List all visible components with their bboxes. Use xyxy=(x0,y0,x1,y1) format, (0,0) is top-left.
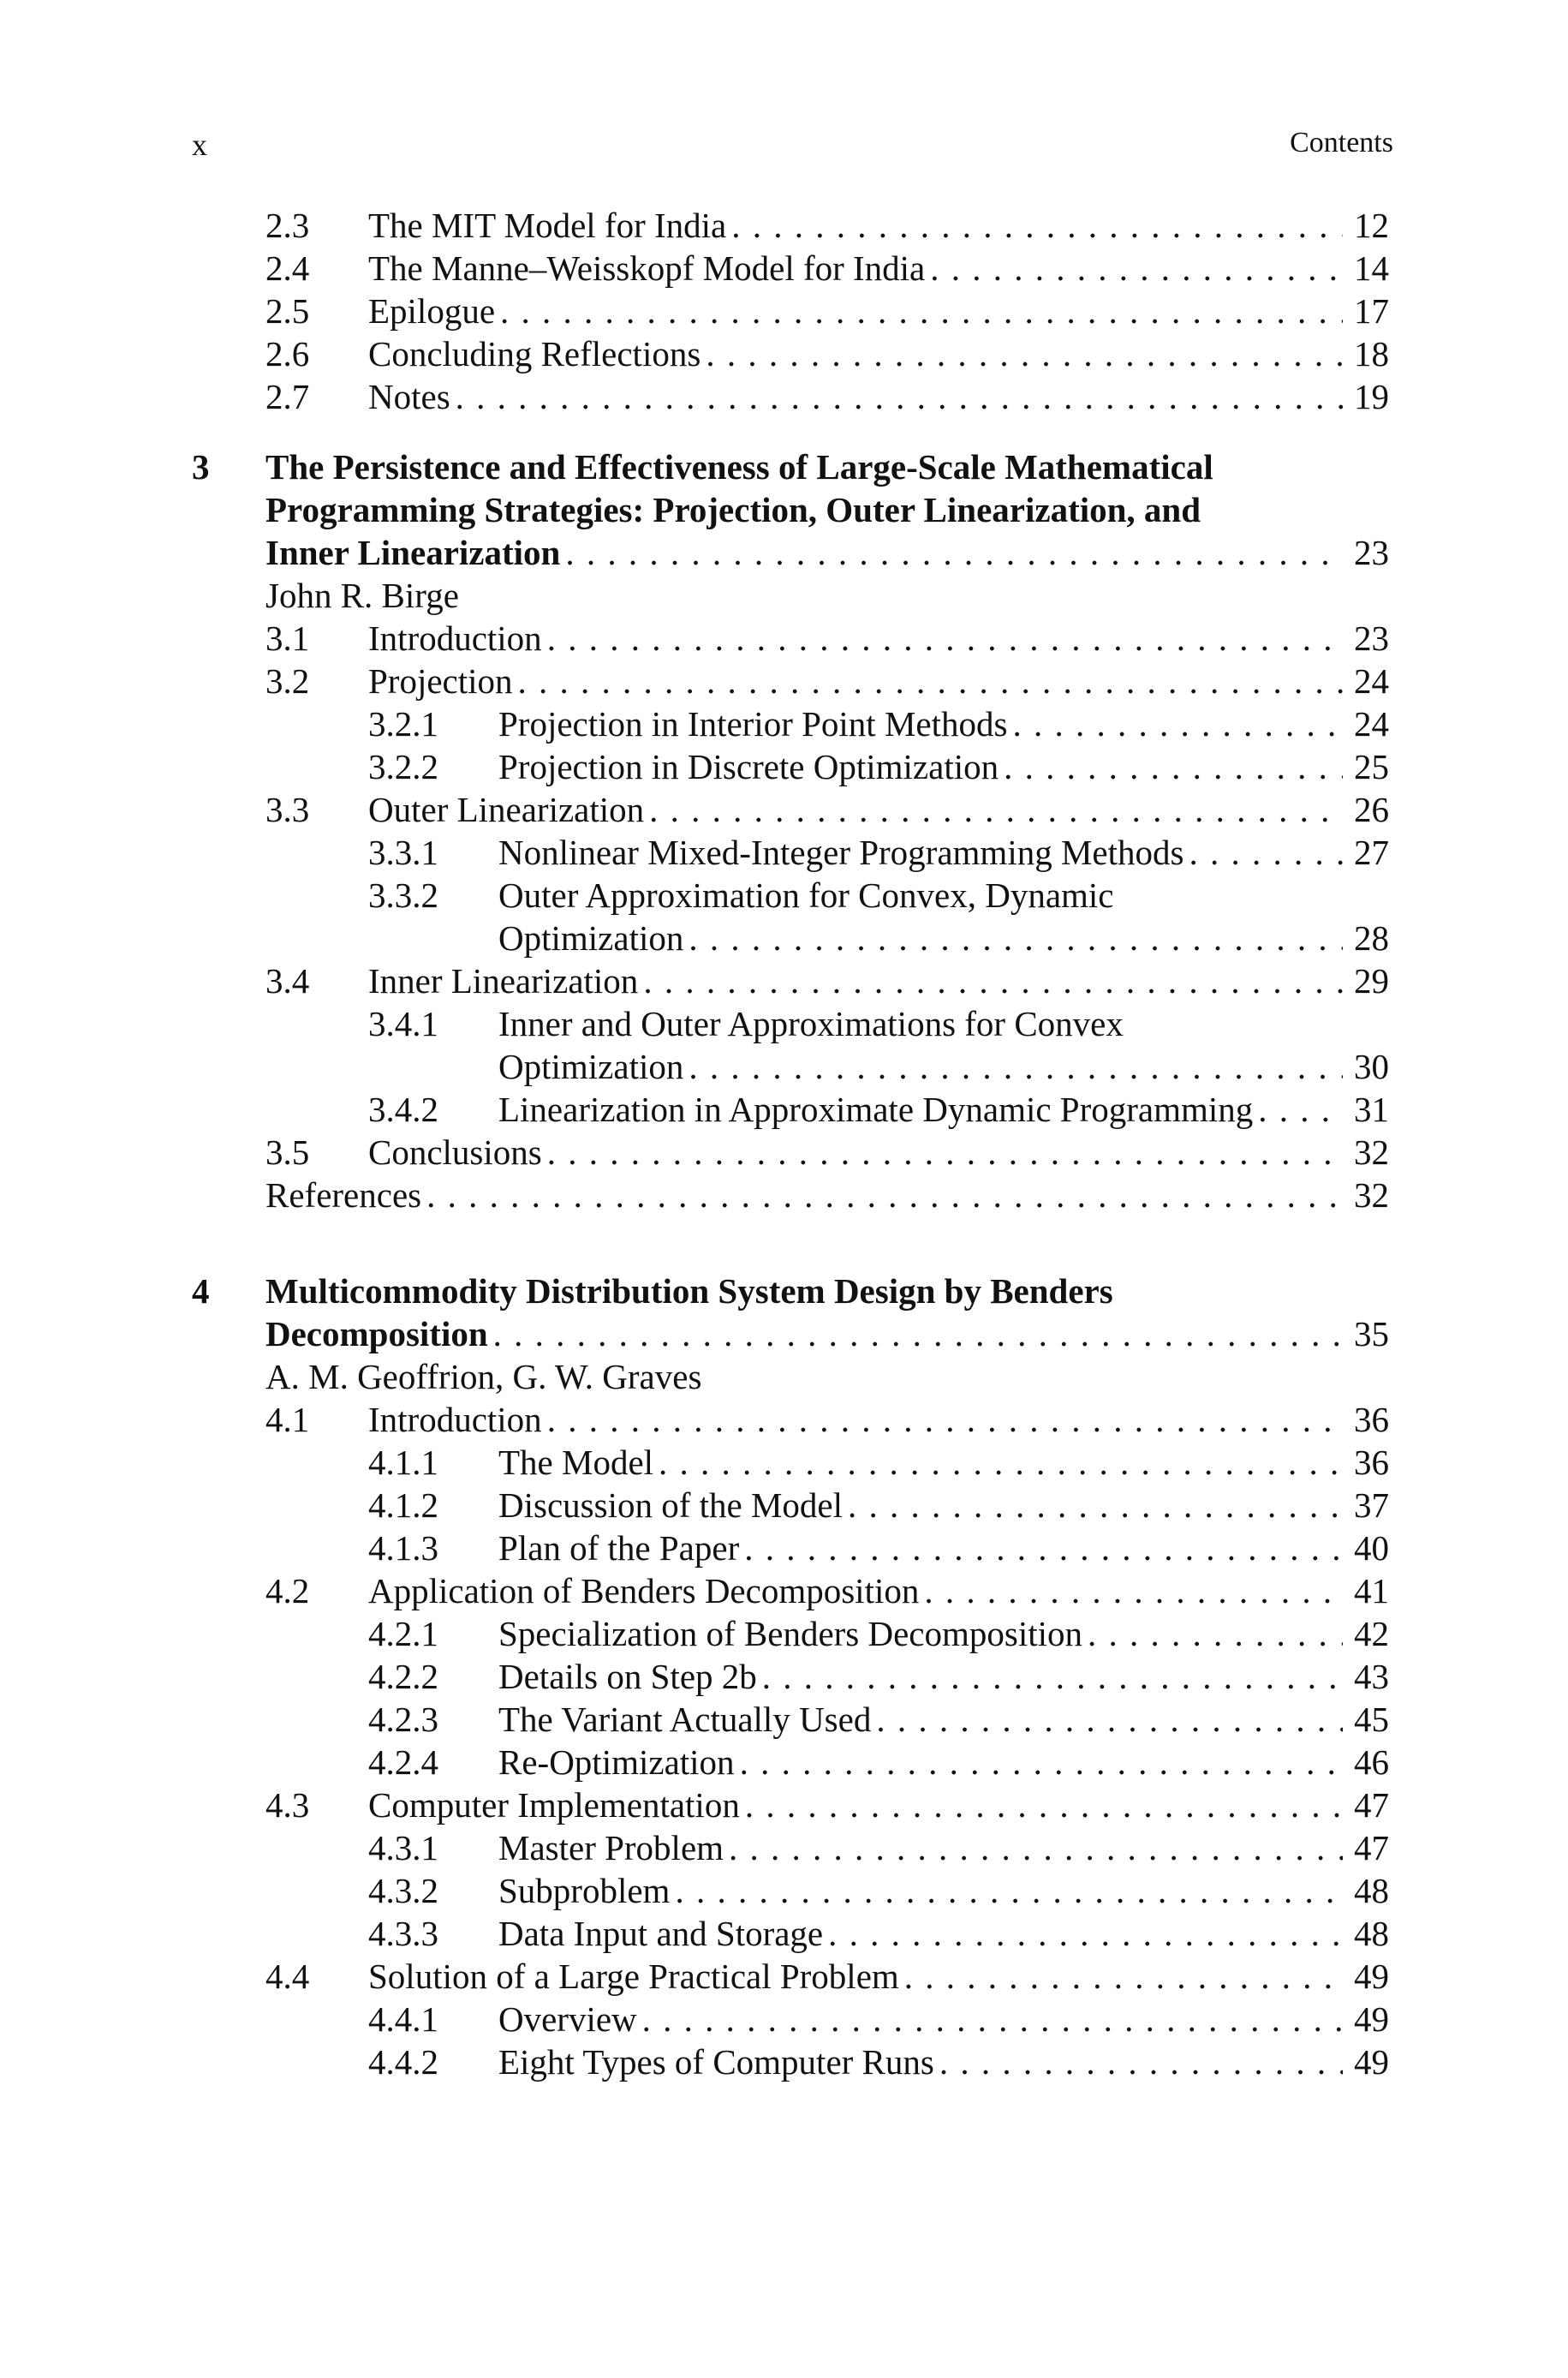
toc-entry-3-3-2[interactable]: Optimization . . . 28 xyxy=(498,917,1389,959)
toc-entry-4-2-3[interactable]: 4.2.3 The Variant Actually Used . . . 45 xyxy=(368,1698,1389,1741)
toc-entry-4-1-2[interactable]: 4.1.2 Discussion of the Model . . . 37 xyxy=(368,1484,1389,1527)
toc-entry-4-2-1[interactable]: 4.2.1 Specialization of Benders Decomposition . . . 42 xyxy=(368,1612,1389,1655)
chapter-3-number: 3 xyxy=(192,447,210,487)
toc-entry-3-4-1[interactable]: Optimization . . . 30 xyxy=(498,1045,1389,1088)
chapter-3-author: John R. Birge xyxy=(265,576,459,615)
toc-entry-3-3-1[interactable]: 3.3.1 Nonlinear Mixed-Integer Programming Methods . . . 27 xyxy=(368,831,1389,874)
toc-entry-3-5[interactable]: 3.5 Conclusions . . . 32 xyxy=(265,1131,1389,1174)
toc-entry-3-4-2[interactable]: 3.4.2 Linearization in Approximate Dynamic Programming . . . 31 xyxy=(368,1088,1389,1131)
toc-entry-4-3-1[interactable]: 4.3.1 Master Problem . . . 47 xyxy=(368,1826,1389,1869)
toc-entry-3-1[interactable]: 3.1 Introduction . . . 23 xyxy=(265,617,1389,660)
toc-entry-3-4-1-num: 3.4.1 xyxy=(368,1004,438,1043)
chapter-4-title-line-2[interactable]: Decomposition . . . 35 xyxy=(265,1312,1389,1355)
toc-entry-3-3-2-title-line-1[interactable]: Outer Approximation for Convex, Dynamic xyxy=(498,875,1114,915)
toc-entry-3-4[interactable]: 3.4 Inner Linearization . . . 29 xyxy=(265,959,1389,1002)
toc-entry-3-references[interactable]: References . . . 32 xyxy=(265,1174,1389,1216)
running-head: Contents xyxy=(1290,127,1393,158)
toc-entry-4-1[interactable]: 4.1 Introduction . . . 36 xyxy=(265,1398,1389,1441)
toc-entry-3-3[interactable]: 3.3 Outer Linearization . . . 26 xyxy=(265,788,1389,831)
toc-entry-4-3-2[interactable]: 4.3.2 Subproblem . . . 48 xyxy=(368,1869,1389,1912)
toc-entry-4-3-3[interactable]: 4.3.3 Data Input and Storage . . . 48 xyxy=(368,1912,1389,1955)
chapter-3-title-line-3[interactable]: Inner Linearization . . . 23 xyxy=(265,531,1389,574)
toc-entry-4-2[interactable]: 4.2 Application of Benders Decomposition . . . 41 xyxy=(265,1569,1389,1612)
chapter-3-title-line-2[interactable]: Programming Strategies: Projection, Outer Linearization, and xyxy=(265,490,1201,529)
toc-entry-3-2-1[interactable]: 3.2.1 Projection in Interior Point Methods . . . 24 xyxy=(368,702,1389,745)
toc-entry-4-1-1[interactable]: 4.1.1 The Model . . . 36 xyxy=(368,1441,1389,1484)
toc-entry-4-4-2[interactable]: 4.4.2 Eight Types of Computer Runs . . . 49 xyxy=(368,2040,1389,2083)
toc-entry-3-2-2[interactable]: 3.2.2 Projection in Discrete Optimization . . . 25 xyxy=(368,745,1389,788)
chapter-4-number: 4 xyxy=(192,1271,210,1311)
toc-entry-3-2[interactable]: 3.2 Projection . . . 24 xyxy=(265,660,1389,702)
toc-entry-3-4-1-title-line-1[interactable]: Inner and Outer Approximations for Convex xyxy=(498,1004,1124,1043)
toc-entry-4-2-2[interactable]: 4.2.2 Details on Step 2b . . . 43 xyxy=(368,1655,1389,1698)
chapter-3-title-line-1[interactable]: The Persistence and Effectiveness of Large-Scale Mathematical xyxy=(265,447,1213,487)
toc-entry-2-5[interactable]: 2.5 Epilogue . . . 17 xyxy=(265,290,1389,332)
toc-entry-4-1-3[interactable]: 4.1.3 Plan of the Paper . . . 40 xyxy=(368,1527,1389,1569)
toc-entry-4-3[interactable]: 4.3 Computer Implementation . . . 47 xyxy=(265,1784,1389,1826)
toc-entry-4-2-4[interactable]: 4.2.4 Re-Optimization . . . 46 xyxy=(368,1741,1389,1784)
toc-entry-2-4[interactable]: 2.4 The Manne–Weisskopf Model for India . . . 14 xyxy=(265,247,1389,290)
toc-entry-2-3[interactable]: 2.3 The MIT Model for India . . . 12 xyxy=(265,204,1389,247)
page-number: x xyxy=(192,128,207,162)
toc-entry-4-4[interactable]: 4.4 Solution of a Large Practical Problem . . . 49 xyxy=(265,1955,1389,1998)
toc-entry-3-3-2-num: 3.3.2 xyxy=(368,875,438,915)
chapter-4-title-line-1[interactable]: Multicommodity Distribution System Design by Benders xyxy=(265,1271,1113,1311)
toc-entry-4-4-1[interactable]: 4.4.1 Overview . . . 49 xyxy=(368,1998,1389,2040)
toc-entry-2-6[interactable]: 2.6 Concluding Reflections . . . 18 xyxy=(265,332,1389,375)
chapter-4-author: A. M. Geoffrion, G. W. Graves xyxy=(265,1357,702,1396)
toc-entry-2-7[interactable]: 2.7 Notes . . . 19 xyxy=(265,375,1389,418)
